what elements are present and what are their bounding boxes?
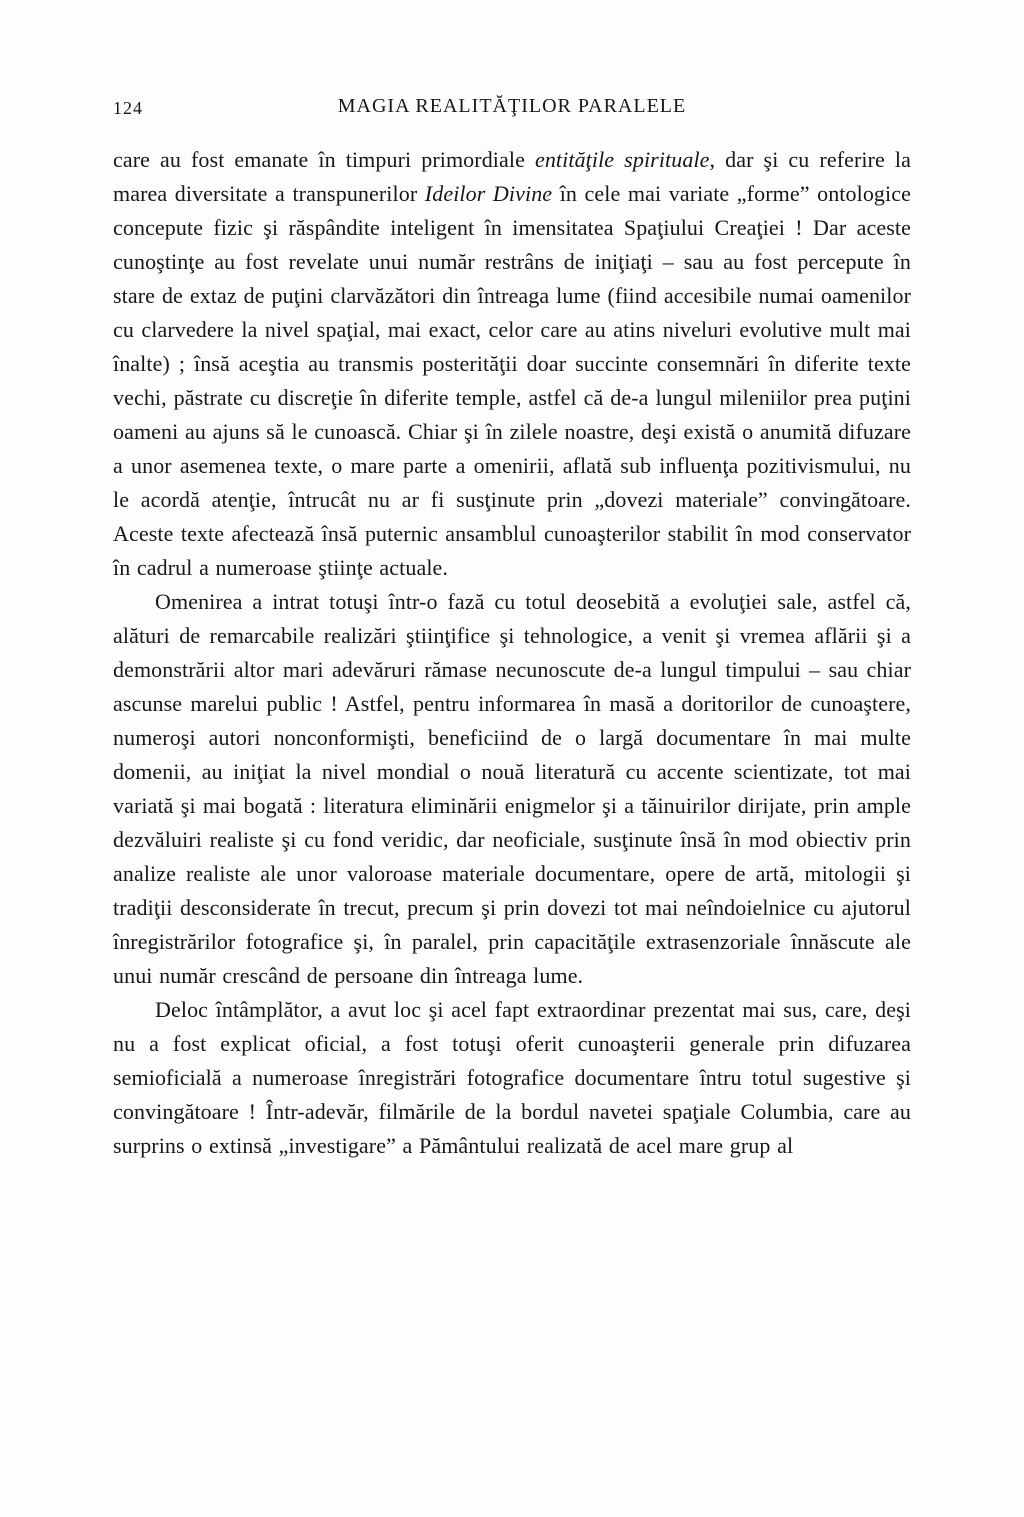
running-title: MAGIA REALITĂŢILOR PARALELE [337, 95, 687, 117]
text-segment: , dar şi cu referire la marea diversitate a transpunerilor [113, 147, 912, 206]
text-segment: care au fost emanate în timpuri primordiale [113, 147, 535, 172]
page-body [113, 143, 911, 1163]
page-header [113, 95, 911, 123]
text-segment: Deloc întâmplător, a avut loc şi acel fapt extraordinar prezentat mai sus, care, deşi nu a fost explicat oficial, a fost totuşi oferit cunoaşterii generale prin difuzarea semioficială a numeroase înregistrări fotografice documentare întru totul sugestive şi convingătoare ! Într-adevăr, filmările de la bordul navetei spaţiale Columbia, care au surprins o extinsă „investigare” a Pământului realizată de acel mare grup al [113, 997, 911, 1158]
page-number: 124 [113, 98, 143, 118]
paragraph-deloc [113, 993, 911, 1163]
italic-segment: entităţile spirituale [534, 147, 710, 172]
text-segment: în cele mai variate „forme” ontologice concepute fizic şi răspândite inteligent în imensitatea Spaţiului Creaţiei ! Dar aceste cunoştinţe au fost revelate unui număr restrâns de iniţiaţi – sau au fost percepute în stare de extaz de puţini clarvăzători din întreaga lume (fiind accesibile numai oamenilor cu clarvedere la nivel spaţial, mai exact, celor care au atins niveluri evolutive mult mai înalte) ; însă aceştia au transmis posterităţii doar succinte consemnări în diferite texte vechi, păstrate cu discreţie în diferite temple, astfel că de-a lungul mileniilor prea puţini oameni au ajuns să le cunoască. Chiar şi în zilele noastre, deşi există o anumită difuzare a unor asemenea texte, o mare parte a omenirii, aflată sub influenţa pozitivismului, nu le acordă atenţie, întrucât nu ar fi susţinute prin „dovezi materiale” convingătoare. Aceste texte afectează însă puternic ansamblul cunoaşterilor stabilit în mod conservator în cadrul a numeroase ştiinţe actuale. [113, 181, 911, 580]
text-segment: Omenirea a intrat totuşi într-o fază cu totul deosebită a evoluţiei sale, astfel că, alături de remarcabile realizări ştiinţifice şi tehnologice, a venit şi vremea aflării şi a demonstrării altor mari adevăruri rămase necunoscute de-a lungul timpului – sau chiar ascunse marelui public ! Astfel, pentru informarea în masă a doritorilor de cunoaştere, numeroşi autori nonconformişti, beneficiind de o largă documentare în mai multe domenii, au iniţiat la nivel mondial o nouă literatură cu accente scientizate, tot mai variată şi mai bogată : literatura eliminării enigmelor şi a tăinuirilor dirijate, prin ample dezvăluiri realiste şi cu fond veridic, dar neoficiale, susţinute însă în mod obiectiv prin analize realiste ale unor valoroase materiale documentare, opere de artă, mitologii şi tradiţii desconsiderate în trecut, precum şi prin dovezi tot mai neîndoielnice cu ajutorul înregistrărilor fotografice şi, în paralel, prin capacităţile extrasenzoriale înnăscute ale unui număr crescând de persoane din întreaga lume. [113, 589, 911, 988]
paragraph-omenirea [113, 585, 911, 993]
italic-segment: Ideilor Divine [424, 181, 553, 206]
paragraph-continuation [113, 143, 911, 585]
